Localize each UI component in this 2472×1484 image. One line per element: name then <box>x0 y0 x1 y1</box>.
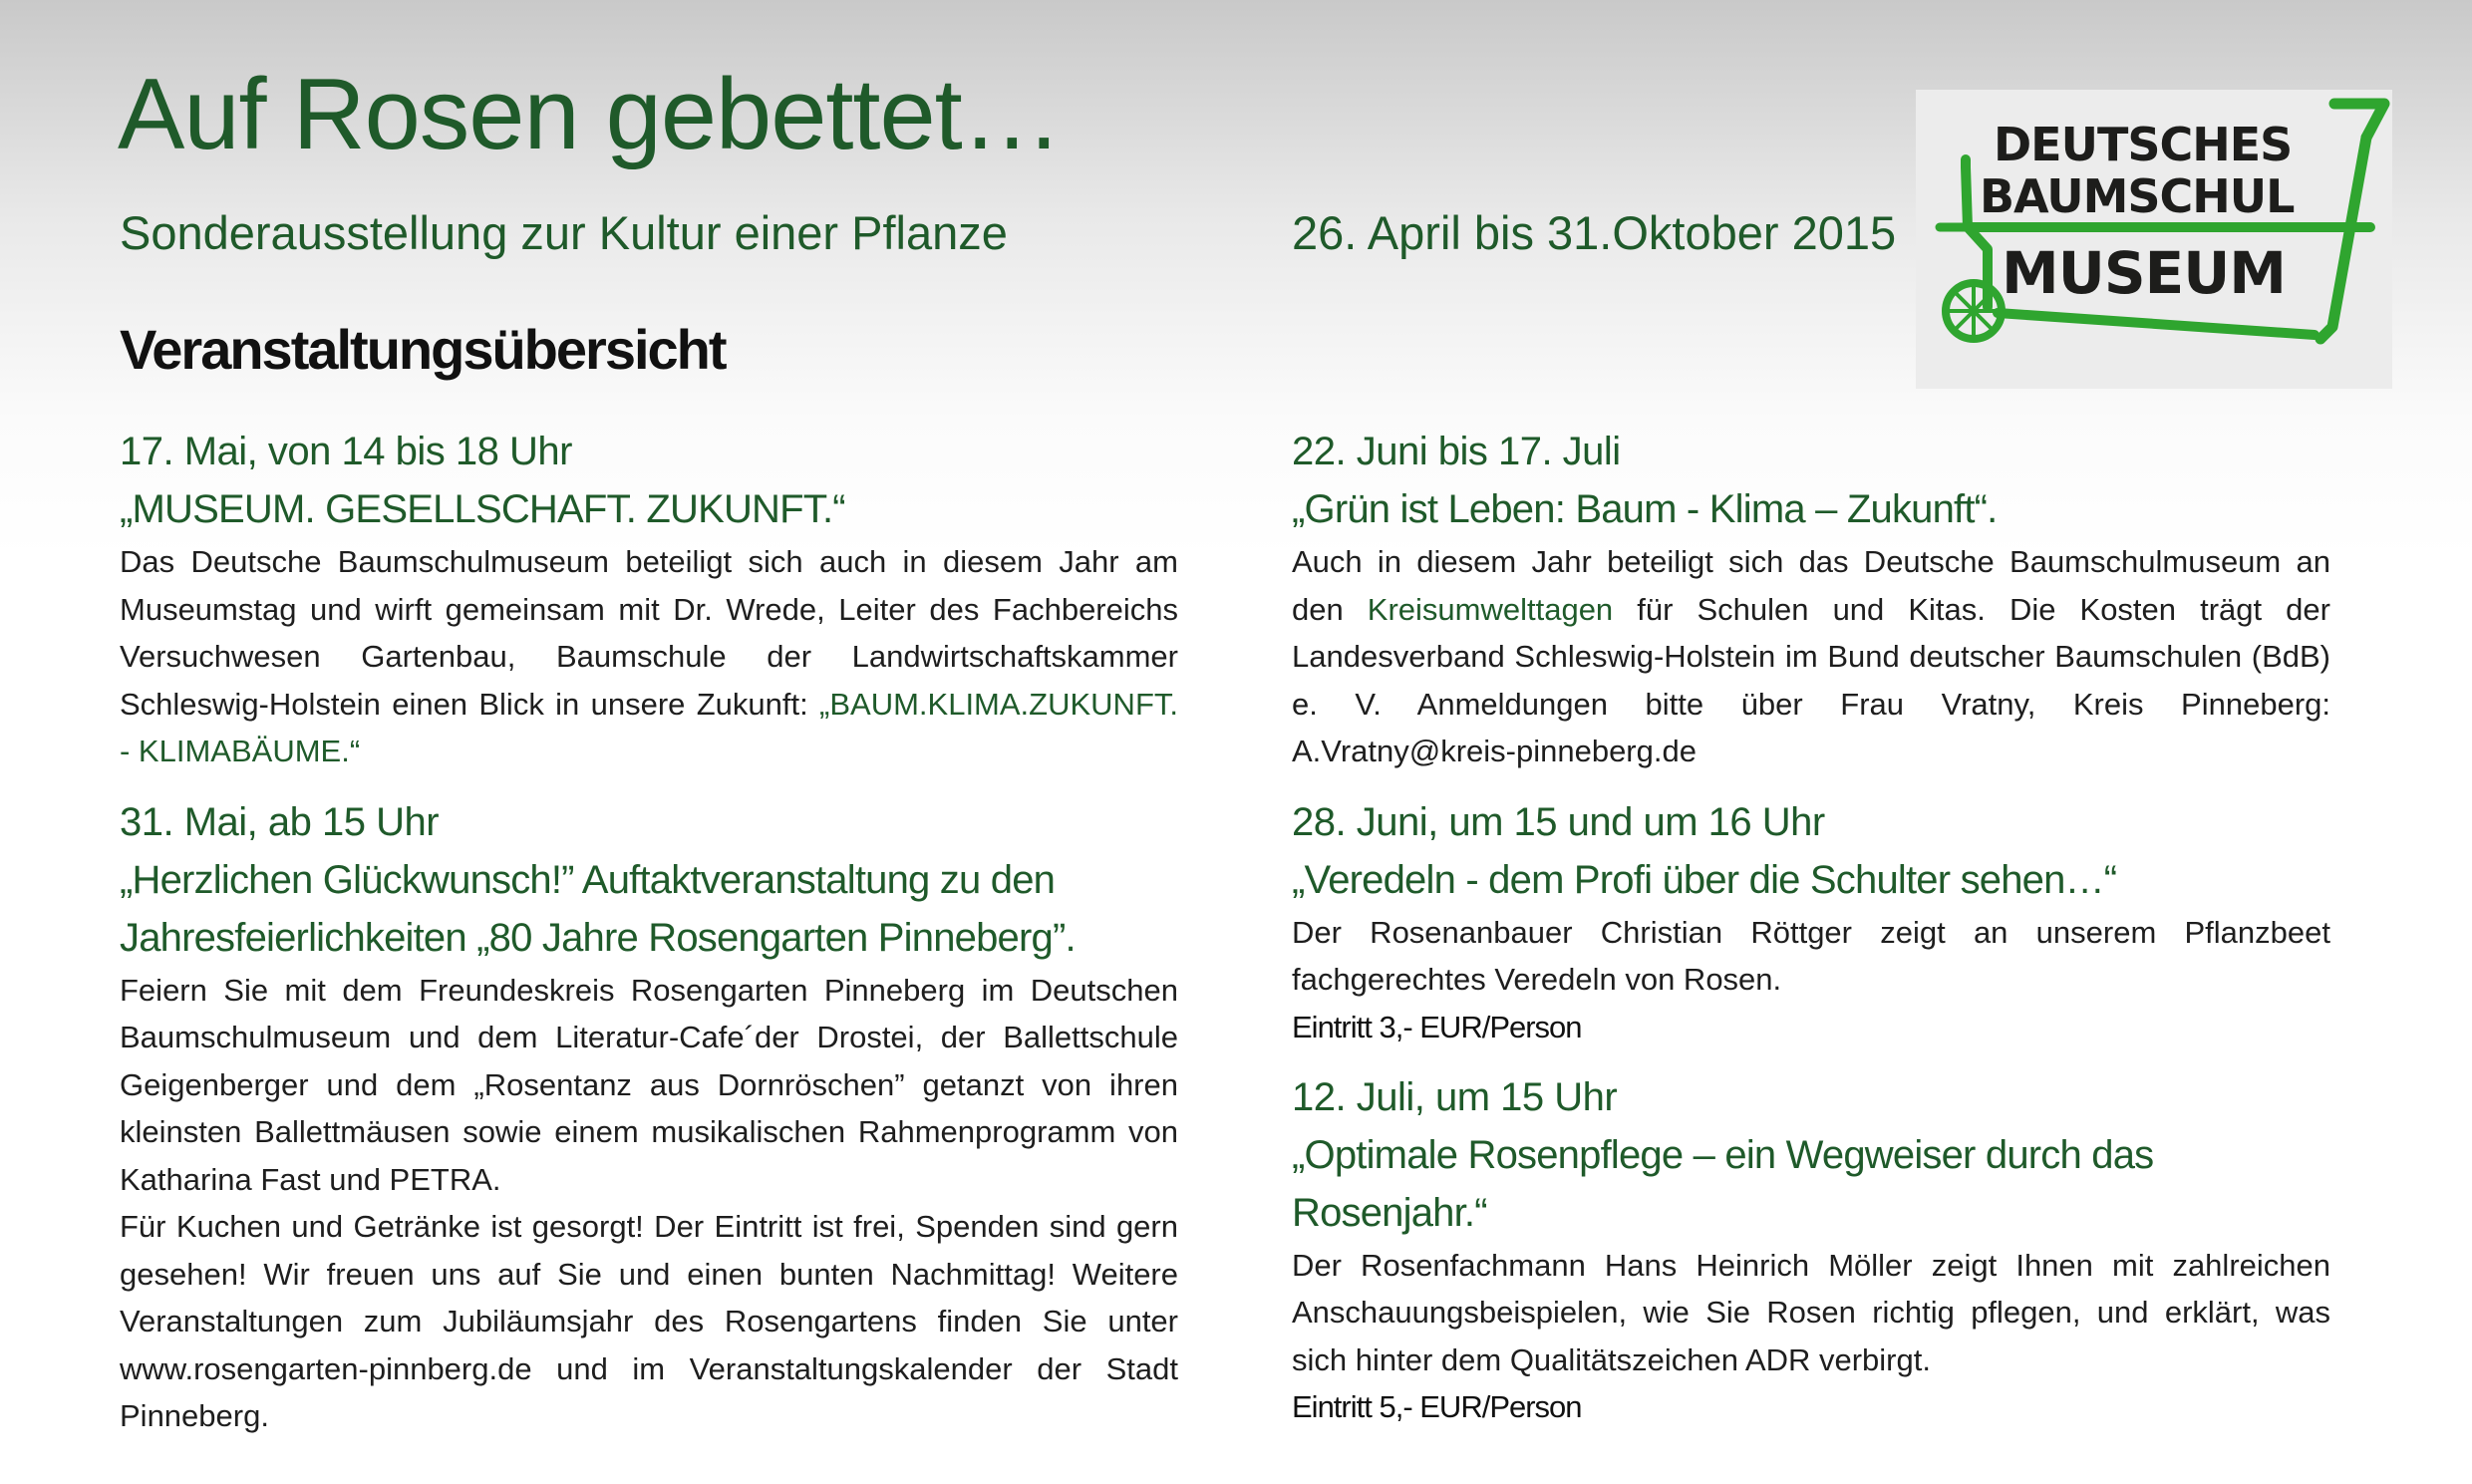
event-rosengarten-jubilaeum <box>120 793 1178 1440</box>
logo-text-line3: MUSEUM <box>2002 239 2287 307</box>
event-description: Der Rosenfachmann Hans Heinrich Möller zeigt Ihnen mit zahlreichen Anschauungsbeispielen, wie Sie Rosen richtig pflegen, und erklärt, was sich hinter dem Qualitätszeichen ADR verbirgt. <box>1292 1247 2330 1377</box>
event-description <box>1292 538 2330 775</box>
event-description-text-rest: für Schulen und Kitas. Die Kosten trägt der Landesverband Schleswig-Holstein im Bund deutscher Baumschulen (BdB) e. V. Anmeldungen bitte über Frau Vratny, Kreis Pinneberg: A.Vratny@kreis-pinneberg.de <box>1292 591 2330 768</box>
event-kreisumwelttage <box>1292 423 2330 775</box>
events-column-left <box>120 423 1178 1440</box>
event-description <box>120 538 1178 775</box>
event-title: „Grün ist Leben: Baum - Klima – Zukunft“. <box>1292 487 1998 531</box>
event-date: 17. Mai, von 14 bis 18 Uhr <box>120 430 572 473</box>
logo-text-line2: BAUMSCHUL <box>1980 169 2295 223</box>
event-date: 28. Juni, um 15 und um 16 Uhr <box>1292 799 1825 844</box>
page-title: Auf Rosen gebettet… <box>118 59 1062 170</box>
event-rosenpflege <box>1292 1068 2330 1431</box>
event-description-text: Das Deutsche Baumschulmuseum beteiligt sich auch in diesem Jahr am Museumstag und wirft gemeinsam mit Dr. Wrede, Leiter des Fachbereichs Versuchwesen Gartenbau, Baumschule der Landwirtschaftskammer Schleswig-Holstein einen Blick in unsere Zukunft: <box>120 544 1178 722</box>
event-highlight: „BAUM.KLIMA.ZUKUNFT. - KLIMABÄUME.“ <box>120 686 1178 768</box>
event-description: Der Rosenanbauer Christian Röttger zeigt an unserem Pflanzbeet fachgerechtes Veredeln von Rosen. <box>1292 914 2330 997</box>
museum-logo <box>1916 90 2392 389</box>
exhibition-dates: 26. April bis 31.Oktober 2015 <box>1292 206 1897 259</box>
event-title: „MUSEUM. GESELLSCHAFT. ZUKUNFT.“ <box>120 487 845 531</box>
kreisumwelttage-link[interactable]: Kreisumwelttagen <box>1367 591 1614 627</box>
event-date: 12. Juli, um 15 Uhr <box>1292 1074 1618 1119</box>
event-veredeln <box>1292 793 2330 1050</box>
event-title: „Veredeln - dem Profi über die Schulter sehen…“ <box>1292 857 2117 902</box>
event-museumstag <box>120 423 1178 775</box>
event-date: 22. Juni bis 17. Juli <box>1292 430 1621 473</box>
events-column-right <box>1292 423 2330 1430</box>
event-description-text: Auch in diesem Jahr beteiligt sich das Deutsche Baumschulmuseum an den <box>1292 544 2330 627</box>
event-title: „Optimale Rosenpflege – ein Wegweiser durch das Rosenjahr.“ <box>1292 1132 2154 1235</box>
event-fee: Eintritt 3,- EUR/Person <box>1292 1009 1582 1044</box>
event-description: Feiern Sie mit dem Freundeskreis Rosengarten Pinneberg im Deutschen Baumschulmuseum und dem Literatur-Cafe´der Drostei, der Ballettschule Geigenberger und dem „Rosentanz aus Dornröschen” getanzt von ihren kleinsten Ballettmäusen sowie einem musikalischen Rahmenprogramm von Katharina Fast und PETRA. <box>120 972 1178 1197</box>
event-date: 31. Mai, ab 15 Uhr <box>120 799 440 844</box>
exhibition-subtitle: Sonderausstellung zur Kultur einer Pflanze <box>120 206 1008 259</box>
section-heading: Veranstaltungsübersicht <box>120 318 726 381</box>
event-title: „Herzlichen Glückwunsch!” Auftaktveranstaltung zu den Jahresfeierlichkeiten „80 Jahre Rosengarten Pinneberg”. <box>120 857 1076 960</box>
logo-text-line1: DEUTSCHES <box>1994 118 2293 171</box>
event-fee: Eintritt 5,- EUR/Person <box>1292 1389 1582 1424</box>
event-description-more: Für Kuchen und Getränke ist gesorgt! Der Eintritt ist frei, Spenden sind gern gesehen! Wir freuen uns auf Sie und einen bunten Nachmittag! Weitere Veranstaltungen zum Jubiläumsjahr des Rosengartens finden Sie unter www.rosengarten-pinnberg.de und im Veranstaltungskalender der Stadt Pinneberg. <box>120 1209 1178 1433</box>
